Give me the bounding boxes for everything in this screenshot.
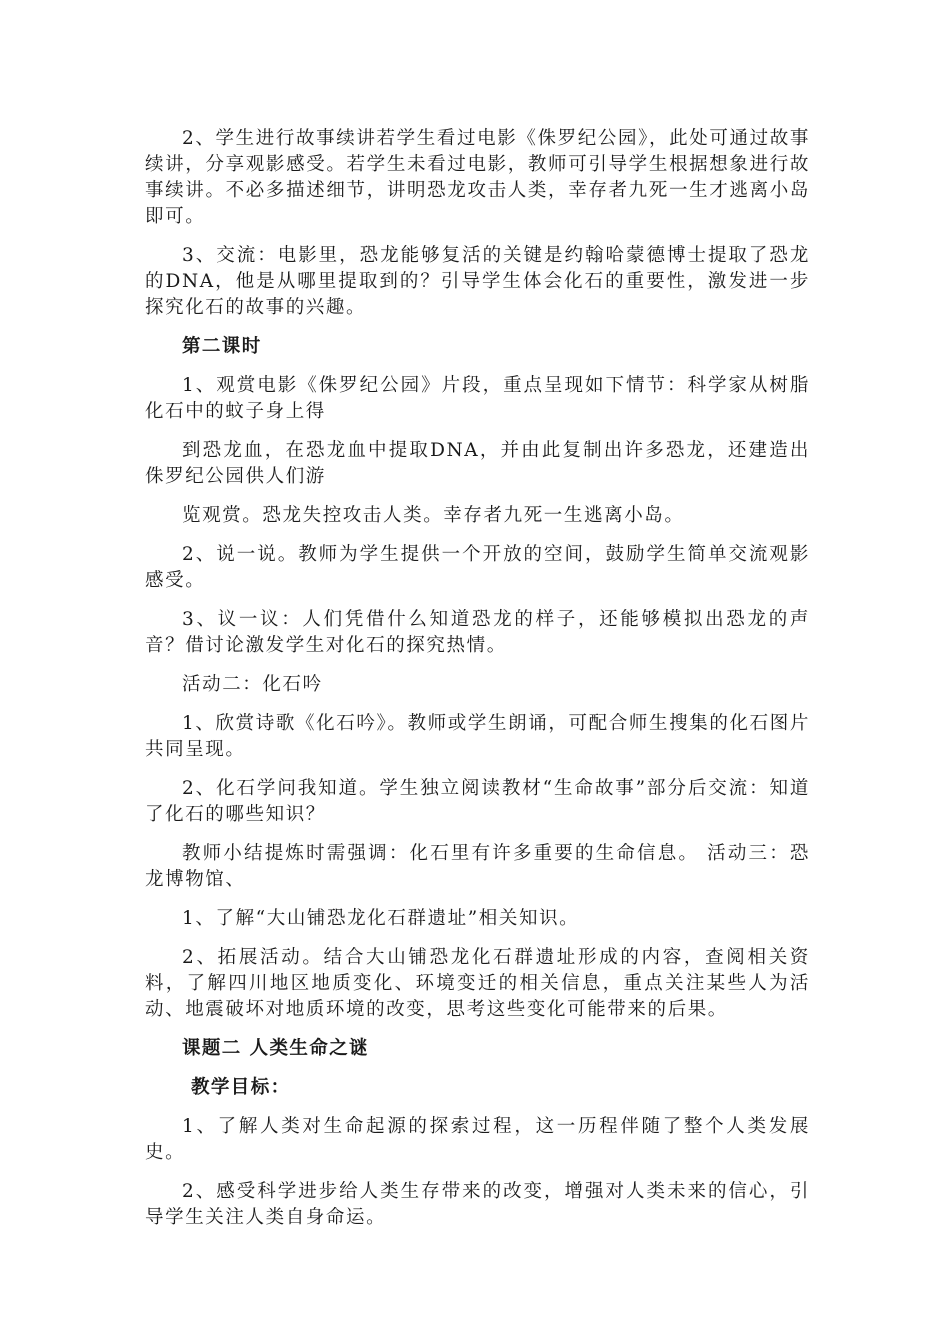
document-body xyxy=(145,126,810,1244)
activity-two-title: 活动二：化石吟 xyxy=(182,674,323,695)
paragraph-teacher-summary: 教师小结提炼时需强调：化石里有许多重要的生命信息。 活动三：恐龙博物馆、 xyxy=(145,843,810,890)
paragraph-discussion: 3、交流：电影里，恐龙能够复活的关键是约翰哈蒙德博士提取了恐龙的DNA，他是从哪里提取到的？引导学生体会化石的重要性，激发进一步探究化石的故事的兴趣。 xyxy=(145,245,810,318)
paragraph-poem: 1、欣赏诗歌《化石吟》。教师或学生朗诵，可配合师生搜集的化石图片共同呈现。 xyxy=(145,713,810,760)
paragraph-goal-two: 2、感受科学进步给人类生存带来的改变，增强对人类未来的信心，引导学生关注人类自身命运。 xyxy=(145,1181,810,1228)
paragraph-debate: 3、议一议：人们凭借什么知道恐龙的样子，还能够模拟出恐龙的声音？借讨论激发学生对化石的探究热情。 xyxy=(145,609,810,656)
paragraph-story-continuation: 2、学生进行故事续讲若学生看过电影《侏罗纪公园》，此处可通过故事续讲，分享观影感受。若学生未看过电影，教师可引导学生根据想象进行故事续讲。不必多描述细节，讲明恐龙攻击人类，幸存者九死一生才逃离小岛即可。 xyxy=(145,128,810,227)
paragraph-watch-movie: 1、观赏电影《侏罗纪公园》片段，重点呈现如下情节：科学家从树脂化石中的蚊子身上得 xyxy=(145,375,810,422)
paragraph-extension-activity: 2、拓展活动。结合大山铺恐龙化石群遗址形成的内容，查阅相关资料，了解四川地区地质变化、环境变迁的相关信息，重点关注某些人为活动、地震破坏对地质环境的改变，思考这些变化可能带来的后果。 xyxy=(145,947,810,1020)
paragraph-talk: 2、说一说。教师为学生提供一个开放的空间，鼓励学生简单交流观影感受。 xyxy=(145,544,810,591)
paragraph-watch-movie-cont-1: 到恐龙血，在恐龙血中提取DNA，并由此复制出许多恐龙，还建造出侏罗纪公园供人们游 xyxy=(145,440,810,487)
section-heading-second-lesson: 第二课时 xyxy=(182,336,262,357)
paragraph-watch-movie-cont-2: 览观赏。恐龙失控攻击人类。幸存者九死一生逃离小岛。 xyxy=(182,505,685,526)
paragraph-site-knowledge: 1、了解“大山铺恐龙化石群遗址”相关知识。 xyxy=(182,908,580,929)
section-heading-topic-two: 课题二 人类生命之谜 xyxy=(182,1038,369,1059)
paragraph-fossil-knowledge: 2、化石学问我知道。学生独立阅读教材“生命故事”部分后交流：知道了化石的哪些知识？ xyxy=(145,778,810,825)
section-heading-teaching-goals: 教学目标： xyxy=(191,1077,291,1098)
paragraph-goal-one: 1、了解人类对生命起源的探索过程，这一历程伴随了整个人类发展史。 xyxy=(145,1116,810,1163)
